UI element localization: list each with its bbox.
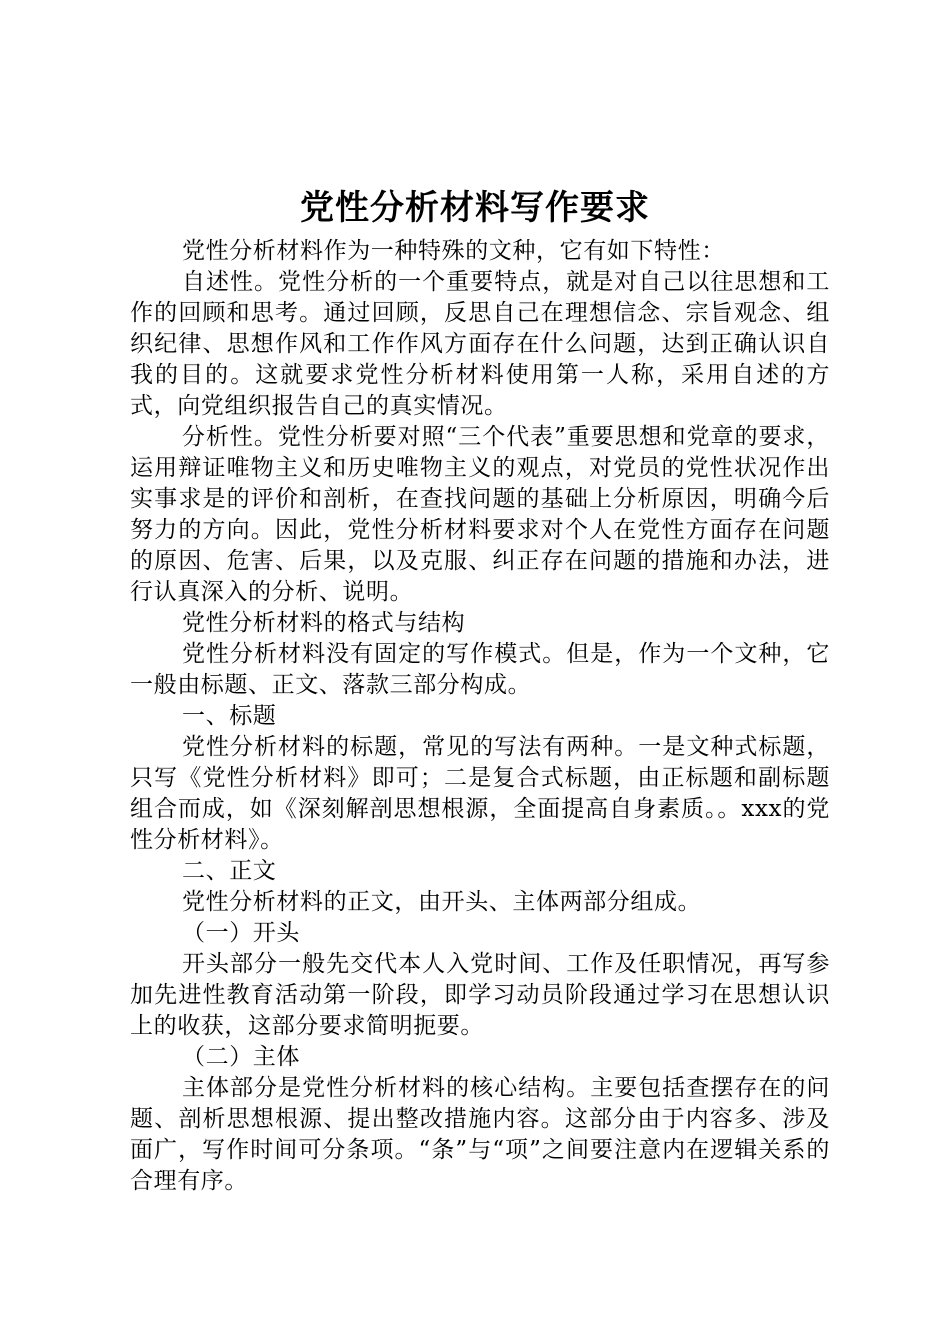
paragraph-no-fixed-pattern: 党性分析材料没有固定的写作模式。但是，作为一个文种，它一般由标题、正文、落款三部分构成。 [130, 641, 830, 698]
paragraph-analytical: 分析性。党性分析要对照“三个代表”重要思想和党章的要求，运用辩证唯物主义和历史唯物主义的观点，对党员的党性状况作出实事求是的评价和剖析，在查找问题的基础上分析原因，明确今后努力的方向。因此，党性分析材料要求对个人在党性方面存在问题的原因、危害、后果，以及克服、纠正存在问题的措施和办法，进行认真深入的分析、说明。 [130, 424, 830, 605]
subheading-opening: （一）开头 [182, 920, 300, 946]
subheading-main: （二）主体 [182, 1044, 300, 1070]
paragraph-body-parts: 党性分析材料的正文，由开头、主体两部分组成。 [182, 889, 702, 915]
paragraph-main: 主体部分是党性分析材料的核心结构。主要包括查摆存在的问题、剖析思想根源、提出整改措施内容。这部分由于内容多、涉及面广，写作时间可分条项。“条”与“项”之间要注意内在逻辑关系的合理有序。 [130, 1075, 830, 1194]
section-heading-body: 二、正文 [182, 858, 277, 884]
section-heading-format: 党性分析材料的格式与结构 [182, 610, 466, 636]
paragraph-opening: 开头部分一般先交代本人入党时间、工作及任职情况，再写参加先进性教育活动第一阶段，即学习动员阶段通过学习在思想认识上的收获，这部分要求简明扼要。 [130, 951, 830, 1039]
section-heading-title: 一、标题 [182, 703, 277, 729]
document-title: 党性分析材料写作要求 [300, 188, 650, 228]
document-body [130, 236, 830, 1197]
paragraph-title-forms: 党性分析材料的标题，常见的写法有两种。一是文种式标题，只写《党性分析材料》即可；二是复合式标题，由正标题和副标题组合而成，如《深刻解剖思想根源，全面提高自身素质。。xxx的党性分析材料》。 [130, 734, 830, 853]
paragraph-self-narrative: 自述性。党性分析的一个重要特点，就是对自己以往思想和工作的回顾和思考。通过回顾，反思自己在理想信念、宗旨观念、组织纪律、思想作风和工作作风方面存在什么问题，达到正确认识自我的目的。这就要求党性分析材料使用第一人称，采用自述的方式，向党组织报告自己的真实情况。 [130, 269, 830, 419]
paragraph-intro: 党性分析材料作为一种特殊的文种，它有如下特性： [182, 238, 725, 264]
